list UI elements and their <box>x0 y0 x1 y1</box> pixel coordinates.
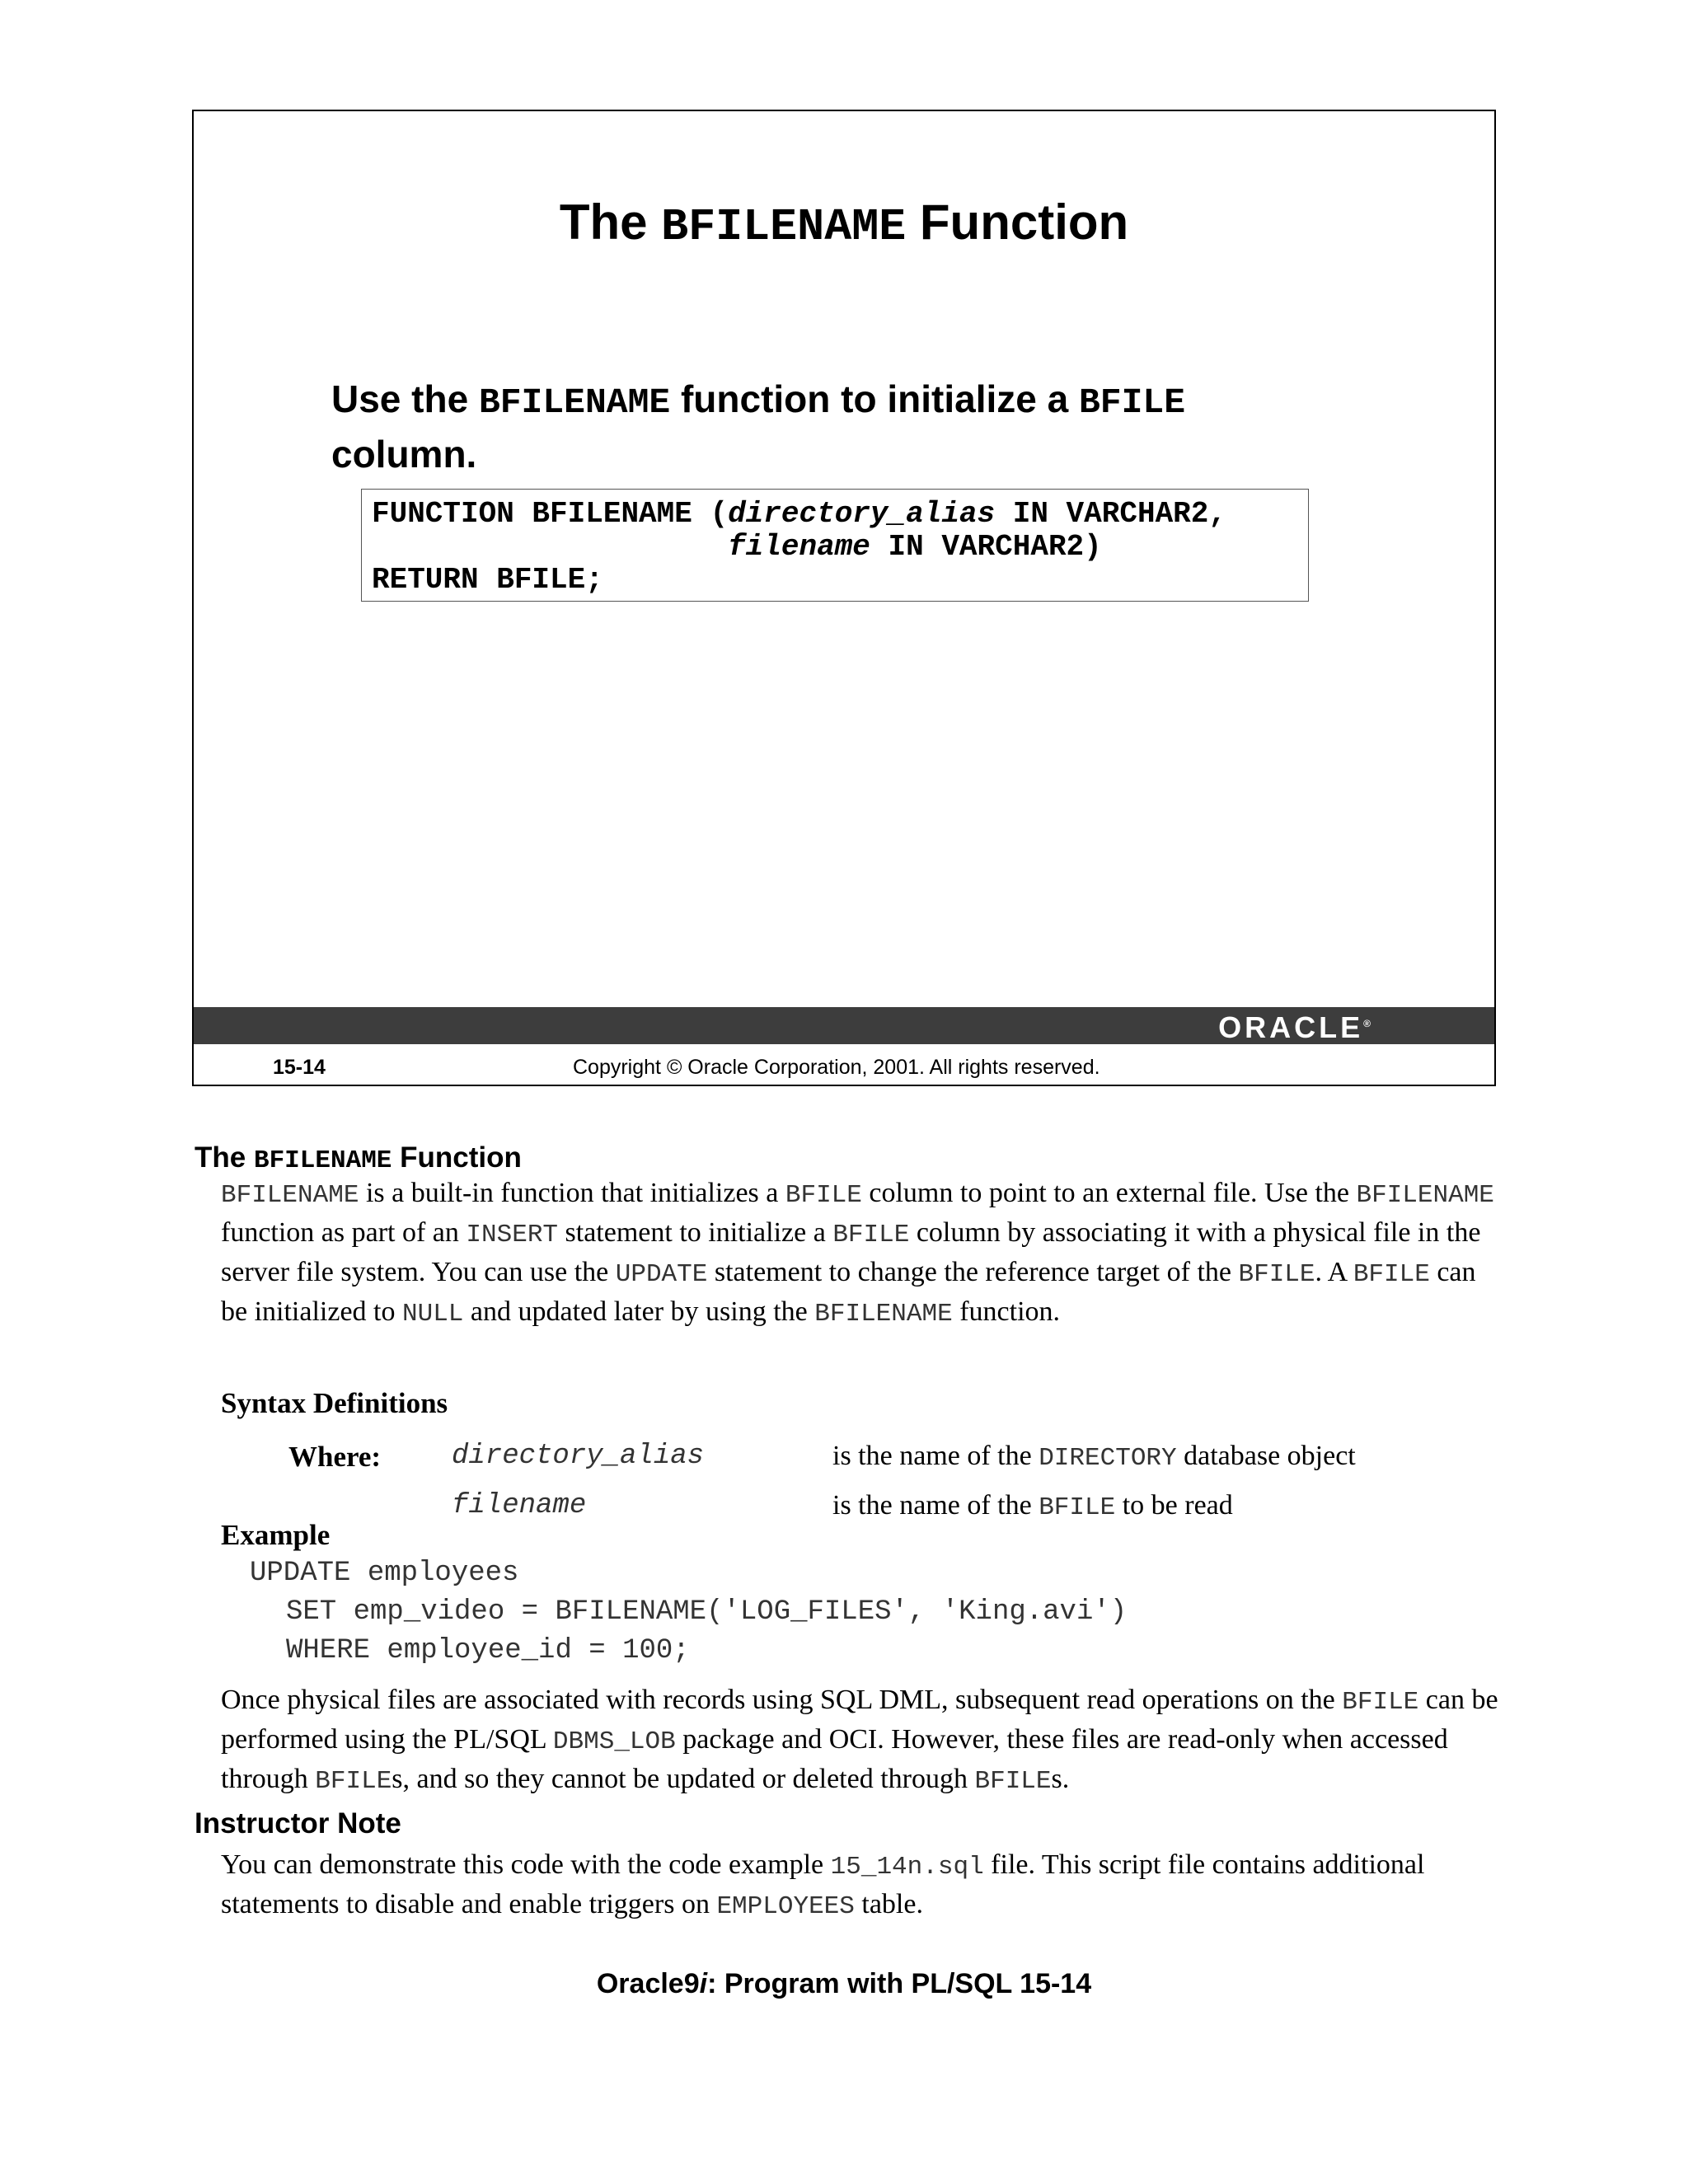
slide-footer-bar <box>194 1007 1494 1044</box>
slide-frame <box>192 110 1496 1086</box>
code-line: WHERE employee_id = 100; <box>286 1635 690 1666</box>
paragraph-instructor-note: You can demonstrate this code with the code example 15_14n.sql file. This script file contains additional statements to disable and enable triggers on EMPLOYEES table. <box>221 1849 1425 1921</box>
instructor-note-heading: Instructor Note <box>195 1807 401 1840</box>
syntax-definitions-heading: Syntax Definitions <box>221 1387 448 1419</box>
notes-heading: The BFILENAME Function <box>195 1141 522 1175</box>
slide-number: 15-14 <box>273 1056 326 1079</box>
slide-bullet: Use the BFILENAME function to initialize a BFILE column. <box>331 377 1186 476</box>
param-name: directory_alias <box>452 1441 705 1472</box>
oracle-logo: ORACLE® <box>1218 1010 1371 1044</box>
copyright-text: Copyright © Oracle Corporation, 2001. All rights reserved. <box>573 1056 1100 1079</box>
param-description: is the name of the DIRECTORY database object <box>832 1441 1356 1473</box>
param-description: is the name of the BFILE to be read <box>832 1490 1233 1522</box>
page-footer: Oracle9i: Program with PL/SQL 15-14 <box>596 1968 1092 1999</box>
param-name: filename <box>452 1490 587 1521</box>
syntax-line-2: filename IN VARCHAR2) <box>728 530 1102 564</box>
example-heading: Example <box>221 1519 331 1551</box>
code-line: SET emp_video = BFILENAME('LOG_FILES', 'King.avi') <box>286 1596 1128 1628</box>
paragraph-dml-access: Once physical files are associated with records using SQL DML, subsequent read operations on the BFILE can be performed using the PL/SQL DBMS_LOB package and OCI. However, these files are read-only when accessed through BFILEs, and so they cannot be updated or deleted through BFILEs. <box>221 1685 1498 1796</box>
syntax-box <box>361 489 1309 602</box>
syntax-line-3: RETURN BFILE; <box>372 563 603 597</box>
code-line: UPDATE employees <box>250 1558 519 1589</box>
syntax-line-1: FUNCTION BFILENAME (directory_alias IN VARCHAR2, <box>372 497 1226 531</box>
slide-title: The BFILENAME Function <box>559 194 1129 253</box>
paragraph-bfilename-intro: BFILENAME is a built-in function that initializes a BFILE column to point to an external file. Use the BFILENAME function as part of an INSERT statement to initialize a BFILE column by associating it with a physical file in the server file system. You can use the UPDATE statement to change the reference target of the BFILE. A BFILE can be initialized to NULL and updated later by using the BFILENAME function. <box>221 1178 1494 1329</box>
where-label: Where: <box>288 1441 382 1473</box>
